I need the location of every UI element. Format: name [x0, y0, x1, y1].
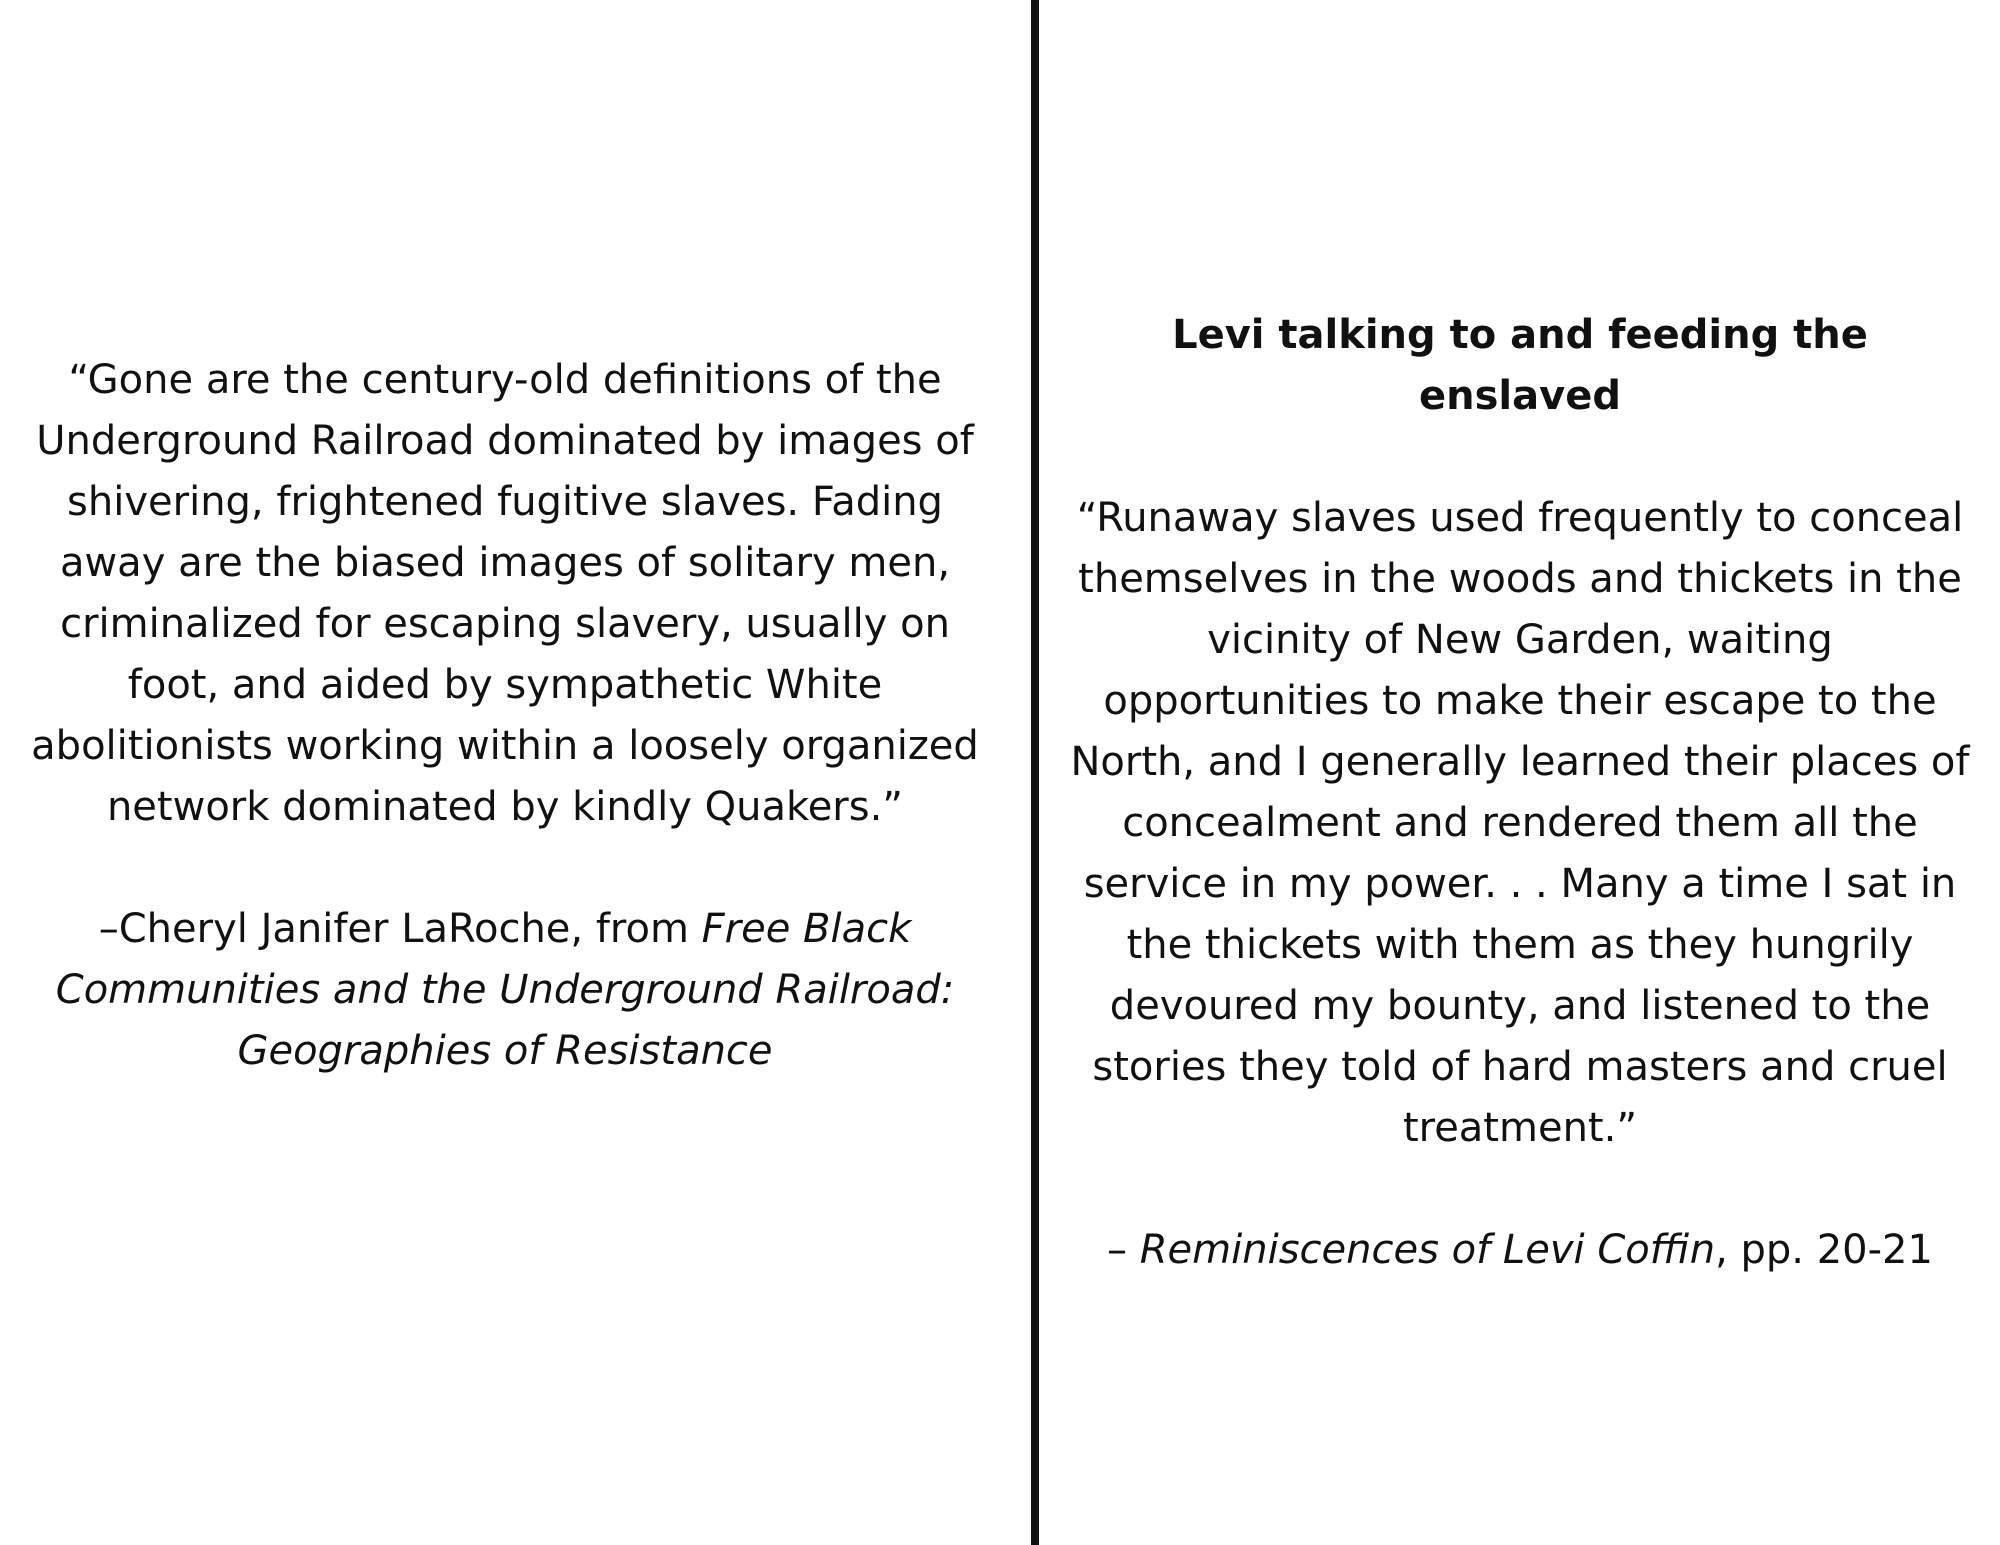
- coffin-page-range: , pp. 20-21: [1715, 1227, 1933, 1273]
- laroche-attribution: [30, 899, 980, 1082]
- coffin-quote: “Runaway slaves used frequently to conceal themselves in the woods and thickets in the vicinity of New Garden, waiting opportunities to make their escape to the North, and I generally learned their places of concealment and rendered them all the service in my power. . . Many a time I sat in the thickets with them as they hungrily devoured my bounty, and listened to the stories they told of hard masters and cruel treatment.”: [1070, 495, 1970, 1151]
- coffin-attribution-prefix: –: [1107, 1227, 1140, 1273]
- laroche-book-title: Free Black Communities and the Underground Railroad: Geographies of Resistance: [55, 906, 955, 1074]
- coffin-book-title: Reminiscences of Levi Coffin: [1139, 1227, 1716, 1273]
- right-quote-panel: [1070, 305, 1970, 1281]
- laroche-quote: “Gone are the century-old definitions of the Underground Railroad dominated by images of shivering, frightened fugitive slaves. Fading away are the biased images of solitary men, criminalized for escaping slavery, usually on foot, and aided by sympathetic White abolitionists working within a loosely organized network dominated by kindly Quakers.”: [31, 357, 979, 830]
- column-divider: [1031, 0, 1039, 1545]
- coffin-attribution: [1070, 1220, 1970, 1281]
- panel-heading: Levi talking to and feeding the enslaved: [1172, 312, 1868, 419]
- laroche-attribution-prefix: –Cheryl Janifer LaRoche, from: [98, 906, 702, 952]
- left-quote-panel: [30, 350, 980, 1082]
